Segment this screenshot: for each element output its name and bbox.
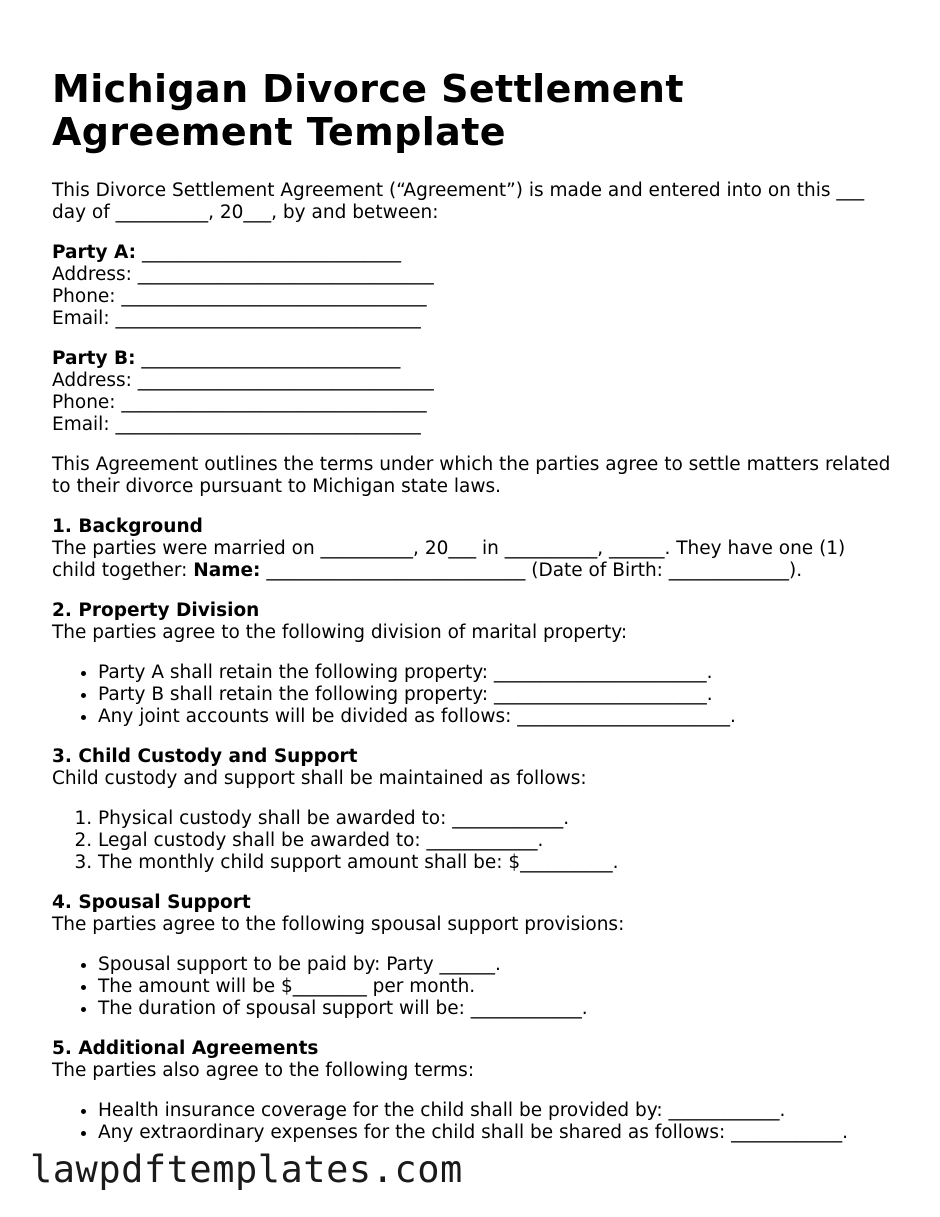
list-item: • The duration of spousal support will be: ____________.: [98, 998, 902, 1020]
background-section: [52, 516, 902, 582]
watermark-logo: lawpdftemplates.com: [30, 1148, 463, 1191]
background-line-2: [52, 560, 902, 582]
additional-section: [52, 1038, 902, 1144]
document-title: [52, 68, 902, 154]
intro-line-2: day of __________, 20___, by and between:: [52, 202, 439, 223]
list-item: • Health insurance coverage for the child shall be provided by: ____________.: [98, 1100, 902, 1122]
list-item: 2. Legal custody shall be awarded to: ____________.: [98, 830, 902, 852]
additional-title: 5. Additional Agreements: [52, 1038, 319, 1059]
child-name-label: Name:: [193, 560, 261, 581]
party-b-label: Party B:: [52, 348, 136, 369]
property-title: 2. Property Division: [52, 600, 260, 621]
list-item: • Spousal support to be paid by: Party ______.: [98, 954, 902, 976]
spousal-section: [52, 892, 902, 1020]
background-line-2-suffix: ____________________________ (Date of Birth: _____________).: [260, 560, 803, 581]
party-b-phone: Phone: _________________________________: [52, 392, 427, 413]
custody-section: [52, 746, 902, 874]
intro-paragraph: [52, 180, 902, 224]
party-a-label: Party A:: [52, 242, 137, 263]
list-item: • Any extraordinary expenses for the child shall be shared as follows: ____________.: [98, 1122, 902, 1144]
party-b-block: [52, 348, 902, 436]
party-a-block: [52, 242, 902, 330]
additional-list: [52, 1100, 902, 1144]
document-page: [52, 62, 902, 1144]
list-item: • The amount will be $________ per month.: [98, 976, 902, 998]
background-title: 1. Background: [52, 516, 203, 537]
party-b-email: Email: _________________________________: [52, 414, 421, 435]
title-line-1: Michigan Divorce Settlement: [52, 67, 684, 111]
outline-line-1: This Agreement outlines the terms under which the parties agree to settle matters related: [52, 454, 891, 475]
party-a-email: Email: _________________________________: [52, 308, 421, 329]
property-section: [52, 600, 902, 728]
party-a-name-blank: ____________________________: [136, 242, 401, 263]
additional-intro: The parties also agree to the following terms:: [52, 1060, 475, 1081]
list-item: 1. Physical custody shall be awarded to: ____________.: [98, 808, 902, 830]
party-b-name-line: [52, 348, 902, 370]
spousal-title: 4. Spousal Support: [52, 892, 251, 913]
party-a-address: Address: ________________________________: [52, 264, 434, 285]
outline-paragraph: [52, 454, 902, 498]
title-line-2: Agreement Template: [52, 110, 506, 154]
party-b-address: Address: ________________________________: [52, 370, 434, 391]
property-list: [52, 662, 902, 728]
custody-intro: Child custody and support shall be maintained as follows:: [52, 768, 587, 789]
party-b-name-blank: ____________________________: [135, 348, 401, 369]
party-a-phone: Phone: _________________________________: [52, 286, 427, 307]
list-item: • Any joint accounts will be divided as follows: _______________________.: [98, 706, 902, 728]
background-line-2-prefix: child together:: [52, 560, 194, 581]
background-line-1: The parties were married on __________, 20___ in __________, ______. They have one (1): [52, 538, 846, 559]
list-item: 3. The monthly child support amount shall be: $__________.: [98, 852, 902, 874]
property-intro: The parties agree to the following division of marital property:: [52, 622, 628, 643]
list-item: • Party B shall retain the following property: _______________________.: [98, 684, 902, 706]
outline-line-2: to their divorce pursuant to Michigan state laws.: [52, 476, 502, 497]
spousal-list: [52, 954, 902, 1020]
party-a-name-line: [52, 242, 902, 264]
intro-line-1: This Divorce Settlement Agreement (“Agreement”) is made and entered into on this ___: [52, 180, 865, 201]
custody-list: [52, 808, 902, 874]
list-item: • Party A shall retain the following property: _______________________.: [98, 662, 902, 684]
custody-title: 3. Child Custody and Support: [52, 746, 358, 767]
spousal-intro: The parties agree to the following spousal support provisions:: [52, 914, 625, 935]
